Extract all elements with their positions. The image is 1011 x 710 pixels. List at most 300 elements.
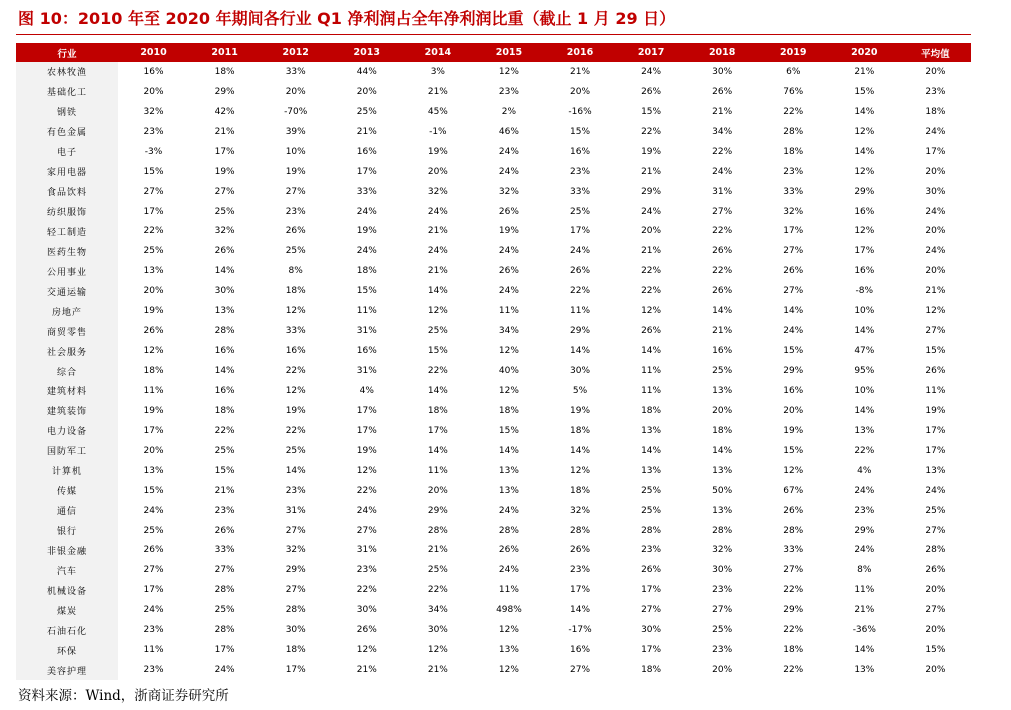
value-cell: 18% — [783, 146, 804, 157]
value-cell: 24% — [143, 505, 164, 516]
value-cell: 23% — [570, 166, 591, 177]
value-cell: 8% — [857, 565, 872, 576]
value-cell: 25% — [712, 366, 733, 377]
value-cell: 12% — [498, 625, 519, 636]
value-cell: 20% — [143, 286, 164, 297]
value-cell: 21% — [356, 126, 377, 137]
value-cell: 34% — [427, 605, 448, 616]
value-cell: 12% — [356, 645, 377, 656]
value-cell: 67% — [783, 485, 804, 496]
value-cell: 12% — [783, 465, 804, 476]
industry-cell: 电子 — [16, 142, 118, 162]
average-cell: 27% — [925, 326, 946, 337]
value-cell: 27% — [356, 525, 377, 536]
value-cell: 17% — [641, 645, 662, 656]
value-cell: 27% — [143, 565, 164, 576]
header-industry: 行业 — [16, 43, 118, 62]
title-divider — [16, 34, 971, 35]
value-cell: 26% — [570, 545, 591, 556]
value-cell: 29% — [427, 505, 448, 516]
header-year: 2018 — [687, 43, 758, 62]
value-cell: 21% — [854, 605, 875, 616]
value-cell: 30% — [641, 625, 662, 636]
value-cell: 14% — [570, 445, 591, 456]
value-cell: 25% — [641, 505, 662, 516]
industry-cell: 钢铁 — [16, 102, 118, 122]
value-cell: 27% — [712, 206, 733, 217]
table-row — [16, 361, 971, 381]
value-cell: 11% — [143, 385, 164, 396]
average-cell: 20% — [925, 266, 946, 277]
value-cell: 18% — [285, 286, 306, 297]
value-cell: 28% — [712, 525, 733, 536]
value-cell: 13% — [498, 645, 519, 656]
value-cell: 14% — [783, 306, 804, 317]
value-cell: 21% — [854, 66, 875, 77]
value-cell: 22% — [641, 126, 662, 137]
value-cell: 12% — [285, 306, 306, 317]
industry-cell: 电力设备 — [16, 421, 118, 441]
table-row — [16, 301, 971, 321]
value-cell: 25% — [214, 445, 235, 456]
value-cell: 20% — [641, 226, 662, 237]
value-cell: 30% — [712, 66, 733, 77]
value-cell: 25% — [427, 326, 448, 337]
value-cell: 24% — [783, 326, 804, 337]
value-cell: 31% — [285, 505, 306, 516]
value-cell: 31% — [712, 186, 733, 197]
value-cell: 12% — [427, 645, 448, 656]
table-row — [16, 202, 971, 222]
table-row — [16, 580, 971, 600]
value-cell: 17% — [214, 146, 235, 157]
average-cell: 13% — [925, 465, 946, 476]
value-cell: 14% — [570, 605, 591, 616]
value-cell: 14% — [854, 326, 875, 337]
value-cell: 19% — [285, 166, 306, 177]
average-cell: 20% — [925, 66, 946, 77]
source-note: 资料来源：Wind，浙商证券研究所 — [18, 688, 229, 704]
value-cell: 10% — [285, 146, 306, 157]
table-row — [16, 261, 971, 281]
value-cell: 27% — [214, 186, 235, 197]
header-year: 2011 — [189, 43, 260, 62]
header-year: 2019 — [758, 43, 829, 62]
value-cell: 14% — [285, 465, 306, 476]
industry-cell: 纺织服饰 — [16, 202, 118, 222]
value-cell: 22% — [712, 146, 733, 157]
value-cell: 20% — [712, 665, 733, 676]
value-cell: 50% — [712, 485, 733, 496]
table-header — [16, 43, 971, 62]
value-cell: 18% — [143, 366, 164, 377]
table-row — [16, 62, 971, 82]
value-cell: 23% — [498, 86, 519, 97]
value-cell: 21% — [427, 266, 448, 277]
table-row — [16, 122, 971, 142]
value-cell: 24% — [854, 485, 875, 496]
value-cell: 16% — [854, 266, 875, 277]
value-cell: 4% — [359, 385, 374, 396]
header-year: 2013 — [331, 43, 402, 62]
value-cell: 15% — [214, 465, 235, 476]
value-cell: 20% — [427, 166, 448, 177]
value-cell: 14% — [854, 146, 875, 157]
value-cell: 28% — [285, 605, 306, 616]
value-cell: 26% — [712, 286, 733, 297]
value-cell: 30% — [712, 565, 733, 576]
value-cell: 22% — [783, 625, 804, 636]
value-cell: 32% — [783, 206, 804, 217]
value-cell: 22% — [712, 266, 733, 277]
value-cell: 34% — [498, 326, 519, 337]
industry-cell: 公用事业 — [16, 261, 118, 281]
value-cell: 24% — [498, 166, 519, 177]
value-cell: 19% — [143, 306, 164, 317]
value-cell: 12% — [498, 346, 519, 357]
value-cell: 14% — [427, 385, 448, 396]
value-cell: 15% — [498, 425, 519, 436]
value-cell: 28% — [214, 326, 235, 337]
value-cell: 18% — [427, 405, 448, 416]
value-cell: 17% — [143, 206, 164, 217]
industry-cell: 农林牧渔 — [16, 62, 118, 82]
value-cell: 27% — [783, 286, 804, 297]
value-cell: 12% — [570, 465, 591, 476]
value-cell: 33% — [570, 186, 591, 197]
value-cell: 24% — [427, 246, 448, 257]
value-cell: 12% — [498, 665, 519, 676]
value-cell: 29% — [783, 366, 804, 377]
value-cell: 32% — [570, 505, 591, 516]
value-cell: 14% — [712, 306, 733, 317]
header-year: 2014 — [402, 43, 473, 62]
value-cell: 10% — [854, 306, 875, 317]
value-cell: 24% — [356, 505, 377, 516]
value-cell: 25% — [356, 106, 377, 117]
industry-cell: 商贸零售 — [16, 321, 118, 341]
value-cell: 13% — [854, 665, 875, 676]
figure-title: 图 10：2010 年至 2020 年期间各行业 Q1 净利润占全年净利润比重（截止 1 月 29 日） — [18, 9, 676, 28]
value-cell: 19% — [641, 146, 662, 157]
value-cell: 8% — [288, 266, 303, 277]
value-cell: 15% — [427, 346, 448, 357]
value-cell: -36% — [852, 625, 876, 636]
value-cell: 33% — [356, 186, 377, 197]
average-cell: 17% — [925, 425, 946, 436]
header-year: 2012 — [260, 43, 331, 62]
value-cell: 11% — [356, 306, 377, 317]
industry-cell: 家用电器 — [16, 162, 118, 182]
value-cell: 12% — [498, 66, 519, 77]
value-cell: 45% — [427, 106, 448, 117]
value-cell: 17% — [570, 226, 591, 237]
value-cell: 26% — [498, 266, 519, 277]
value-cell: 26% — [214, 246, 235, 257]
average-cell: 11% — [925, 385, 946, 396]
table-row — [16, 541, 971, 561]
value-cell: 18% — [356, 266, 377, 277]
value-cell: 14% — [854, 106, 875, 117]
value-cell: 27% — [570, 665, 591, 676]
industry-cell: 基础化工 — [16, 82, 118, 102]
value-cell: 18% — [570, 485, 591, 496]
table-row — [16, 600, 971, 620]
value-cell: 30% — [427, 625, 448, 636]
industry-cell: 计算机 — [16, 461, 118, 481]
value-cell: 28% — [214, 625, 235, 636]
value-cell: 29% — [854, 525, 875, 536]
value-cell: 24% — [356, 206, 377, 217]
table-row — [16, 82, 971, 102]
value-cell: 30% — [570, 366, 591, 377]
value-cell: 20% — [356, 86, 377, 97]
value-cell: 26% — [356, 625, 377, 636]
value-cell: 22% — [783, 585, 804, 596]
value-cell: 26% — [712, 246, 733, 257]
value-cell: 22% — [641, 266, 662, 277]
value-cell: 23% — [143, 665, 164, 676]
value-cell: 20% — [285, 86, 306, 97]
industry-cell: 综合 — [16, 361, 118, 381]
value-cell: 12% — [854, 226, 875, 237]
value-cell: 12% — [285, 385, 306, 396]
average-cell: 25% — [925, 505, 946, 516]
value-cell: 23% — [570, 565, 591, 576]
value-cell: 22% — [427, 366, 448, 377]
industry-cell: 房地产 — [16, 301, 118, 321]
industry-cell: 石油石化 — [16, 620, 118, 640]
value-cell: 24% — [427, 206, 448, 217]
value-cell: 19% — [356, 445, 377, 456]
value-cell: 25% — [214, 605, 235, 616]
table-row — [16, 182, 971, 202]
value-cell: 5% — [572, 385, 588, 396]
table-row — [16, 241, 971, 261]
value-cell: 19% — [498, 226, 519, 237]
table-row — [16, 381, 971, 401]
value-cell: 76% — [783, 86, 804, 97]
average-cell: 28% — [925, 545, 946, 556]
average-cell: 18% — [925, 106, 946, 117]
value-cell: 15% — [783, 346, 804, 357]
value-cell: 28% — [498, 525, 519, 536]
average-cell: 19% — [925, 405, 946, 416]
value-cell: 27% — [285, 585, 306, 596]
value-cell: 13% — [641, 425, 662, 436]
value-cell: 21% — [570, 66, 591, 77]
value-cell: 32% — [498, 186, 519, 197]
value-cell: 32% — [427, 186, 448, 197]
value-cell: 95% — [854, 366, 875, 377]
table-row — [16, 401, 971, 421]
value-cell: 30% — [285, 625, 306, 636]
value-cell: 17% — [356, 425, 377, 436]
value-cell: 16% — [214, 346, 235, 357]
value-cell: 26% — [641, 565, 662, 576]
value-cell: 11% — [143, 645, 164, 656]
value-cell: 19% — [214, 166, 235, 177]
value-cell: 25% — [214, 206, 235, 217]
table-row — [16, 102, 971, 122]
value-cell: 17% — [570, 585, 591, 596]
value-cell: 46% — [498, 126, 519, 137]
value-cell: 25% — [641, 485, 662, 496]
value-cell: 15% — [783, 445, 804, 456]
value-cell: -16% — [568, 106, 592, 117]
value-cell: 14% — [214, 266, 235, 277]
value-cell: 28% — [570, 525, 591, 536]
table-row — [16, 222, 971, 242]
value-cell: 20% — [143, 445, 164, 456]
value-cell: 15% — [854, 86, 875, 97]
value-cell: -8% — [855, 286, 874, 297]
value-cell: 32% — [285, 545, 306, 556]
value-cell: 23% — [712, 645, 733, 656]
header-row — [16, 43, 971, 62]
value-cell: 13% — [143, 465, 164, 476]
value-cell: 18% — [641, 665, 662, 676]
value-cell: 20% — [712, 405, 733, 416]
value-cell: 21% — [427, 665, 448, 676]
value-cell: 33% — [285, 326, 306, 337]
value-cell: 24% — [143, 605, 164, 616]
value-cell: 18% — [570, 425, 591, 436]
table-row — [16, 660, 971, 680]
value-cell: 22% — [143, 226, 164, 237]
value-cell: 23% — [143, 625, 164, 636]
value-cell: 30% — [214, 286, 235, 297]
header-year: 2020 — [829, 43, 900, 62]
average-cell: 17% — [925, 146, 946, 157]
average-cell: 27% — [925, 525, 946, 536]
value-cell: 30% — [356, 605, 377, 616]
average-cell: 27% — [925, 605, 946, 616]
average-cell: 20% — [925, 226, 946, 237]
value-cell: 17% — [356, 405, 377, 416]
value-cell: 26% — [783, 505, 804, 516]
value-cell: 24% — [854, 545, 875, 556]
value-cell: 16% — [854, 206, 875, 217]
value-cell: 11% — [427, 465, 448, 476]
value-cell: 18% — [214, 405, 235, 416]
table-row — [16, 501, 971, 521]
value-cell: 25% — [427, 565, 448, 576]
value-cell: 27% — [641, 605, 662, 616]
value-cell: 26% — [783, 266, 804, 277]
value-cell: 29% — [854, 186, 875, 197]
value-cell: 22% — [783, 665, 804, 676]
value-cell: 14% — [854, 645, 875, 656]
average-cell: 20% — [925, 585, 946, 596]
value-cell: 17% — [854, 246, 875, 257]
average-cell: 24% — [925, 485, 946, 496]
value-cell: 24% — [356, 246, 377, 257]
value-cell: 32% — [214, 226, 235, 237]
value-cell: 29% — [214, 86, 235, 97]
table-row — [16, 281, 971, 301]
value-cell: 21% — [641, 246, 662, 257]
value-cell: 24% — [498, 565, 519, 576]
industry-cell: 建筑装饰 — [16, 401, 118, 421]
value-cell: 22% — [854, 445, 875, 456]
value-cell: 27% — [143, 186, 164, 197]
value-cell: 29% — [570, 326, 591, 337]
value-cell: 13% — [143, 266, 164, 277]
value-cell: 16% — [783, 385, 804, 396]
value-cell: 28% — [641, 525, 662, 536]
value-cell: 18% — [712, 425, 733, 436]
value-cell: 26% — [143, 545, 164, 556]
value-cell: 24% — [498, 246, 519, 257]
value-cell: 29% — [641, 186, 662, 197]
value-cell: 23% — [854, 505, 875, 516]
value-cell: 13% — [641, 465, 662, 476]
value-cell: 20% — [427, 485, 448, 496]
value-cell: 13% — [712, 465, 733, 476]
value-cell: 13% — [712, 505, 733, 516]
average-cell: 20% — [925, 665, 946, 676]
value-cell: 19% — [143, 405, 164, 416]
value-cell: 13% — [498, 485, 519, 496]
value-cell: 14% — [427, 445, 448, 456]
industry-cell: 交通运输 — [16, 281, 118, 301]
industry-cell: 建筑材料 — [16, 381, 118, 401]
value-cell: 44% — [356, 66, 377, 77]
value-cell: 16% — [285, 346, 306, 357]
value-cell: 27% — [783, 565, 804, 576]
value-cell: 11% — [498, 306, 519, 317]
table-row — [16, 162, 971, 182]
data-table — [16, 43, 971, 680]
value-cell: 24% — [570, 246, 591, 257]
value-cell: 18% — [641, 405, 662, 416]
value-cell: 28% — [783, 525, 804, 536]
value-cell: 31% — [356, 545, 377, 556]
value-cell: 47% — [854, 346, 875, 357]
value-cell: 22% — [783, 106, 804, 117]
value-cell: 28% — [783, 126, 804, 137]
value-cell: 25% — [570, 206, 591, 217]
average-cell: 12% — [925, 306, 946, 317]
average-cell: 15% — [925, 346, 946, 357]
value-cell: 39% — [285, 126, 306, 137]
value-cell: 29% — [783, 605, 804, 616]
value-cell: 498% — [496, 605, 522, 616]
header-year: 2010 — [118, 43, 189, 62]
value-cell: 33% — [285, 66, 306, 77]
value-cell: 24% — [712, 166, 733, 177]
value-cell: 15% — [570, 126, 591, 137]
value-cell: 14% — [641, 346, 662, 357]
value-cell: 12% — [854, 166, 875, 177]
table-row — [16, 341, 971, 361]
industry-cell: 环保 — [16, 640, 118, 660]
value-cell: 27% — [285, 186, 306, 197]
industry-cell: 美容护理 — [16, 660, 118, 680]
value-cell: 19% — [570, 405, 591, 416]
value-cell: 33% — [214, 545, 235, 556]
table-row — [16, 560, 971, 580]
industry-cell: 通信 — [16, 501, 118, 521]
value-cell: 32% — [143, 106, 164, 117]
value-cell: 16% — [570, 645, 591, 656]
value-cell: 16% — [570, 146, 591, 157]
value-cell: 40% — [498, 366, 519, 377]
value-cell: 17% — [356, 166, 377, 177]
table-row — [16, 421, 971, 441]
value-cell: 12% — [356, 465, 377, 476]
